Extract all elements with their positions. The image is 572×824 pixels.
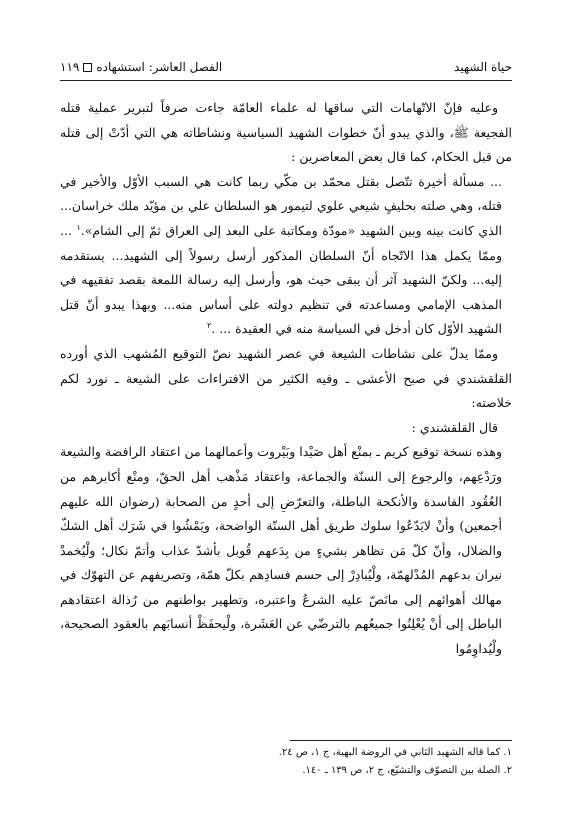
footnote-ref-1: ١ xyxy=(76,222,81,232)
footnote-divider xyxy=(290,740,512,741)
footnote-2: ٢. الصلة بين التصوّف والتشيّع، ج ٢، ص ١٣٩ ـ ١٤٠. xyxy=(302,765,512,776)
quote-part-1: ... مسألة أخيرة تتّصل بقتل محمّد بن مكّي ربما كانت هي السبب الأوّل والأخير في قتله، وهي صلته بحليفٍ شيعي علوي لتيمور هو السلطان علي بن مؤيّد ملك خراسان... الذي كانت بينه وبين الشهيد «مودّة ومكاتبة على البعد إلى العراق ثمّ إلى الشام». xyxy=(60,173,502,238)
page-number: ١١٩ xyxy=(60,60,80,74)
chapter-label: الفصل العاشر: استشهاده xyxy=(96,60,223,74)
square-ornament-icon xyxy=(83,63,92,72)
paragraph-activities: وممّا يدلّ على نشاطات الشيعة في عصر الشهيد نصّ التوقيع المُشهب الذي أورده القلقشندي في صبح الأعشى ـ وفيه الكثير من الافتراءات على الشيعة ـ نورد لكم خلاصته: xyxy=(60,345,512,411)
paragraph-intro: وعليه فإنّ الاتّهامات التي ساقها له علماء العامّة جاءت صرفاً لتبرير عملية قتله الفجيعة ﷺ، والذي يبدو أنّ خطوات الشهيد السياسية ونشاطاته هي التي أدّتْ إلى قتله من قبل الحكام، كما قال بعض المعاصرين : xyxy=(60,100,512,165)
qalqashandi-label: قال القلقشندي : xyxy=(411,419,498,435)
footnotes xyxy=(60,744,512,780)
footnote-ref-2: ٢ xyxy=(206,321,212,331)
quote-contemporary xyxy=(60,170,512,342)
main-text xyxy=(60,96,512,662)
quote-part-2: ... وممّا يكمل هذا الاتّجاه أنّ السلطان المذكور أرسل رسولاً إلى الشهيد... يستقدمه إليه... ولكنّ الشهيد آثر أن يبقى حيث هو، وأرسل إليه رسالة اللمعة بقصد تفقيهه في المذهب الإمامي ومساعدته في تنظيم دولته على أساس منه... وبهذا يبدو أنّ قتل الشهيد الأوّل كان أدخل في السياسة منه في العقيدة ... . xyxy=(60,222,502,337)
running-header xyxy=(60,58,512,81)
book-title: حياة الشهيد xyxy=(454,60,512,74)
chapter-title xyxy=(60,60,222,74)
footnote-1: ١. كما قاله الشهيد الثاني في الروضة البهية، ج ١، ص ٢٤. xyxy=(278,747,512,758)
quote-qalqashandi: وهذه نسخة توقيع كريم ـ بمنْع أهل صَيْدا وبَيْروت وأعمالهما من اعتقاد الرافضة والشيعة ورَدْعِهم، والرجوع إلى السنّة والجماعة، واعتقاد مَذْهب أهل الحقّ، ومنْع أكابرهم من العُقُود الفاسدة والأنكحة الباطلة، والتعرّضِ إلى أحدٍ من الصحابة (رضوان الله عليهم أجمعين) وأنْ لايَدّعُوا سلوك طريق أهل السنّة الواضحة، ويَمْشُوا في شَرَك أهل الشكّ والضلال، وأنّ كلّ مَن تظاهر بشيءٍ من بِدَعهم قُوبل بأشدّ عذاب وأتمّ نكال؛ ولْيُخمدْ نيران بدعهم المُدْلهمّة، ولْيُبادِرْ إلى حسم فسادِهم بكلّ همّة، وتصريفهم عن التهوّك في مهالك أهوائهم إلى مانَصّ عليه الشرعُ واعتبره، وتطهير بواطنهم من رُذالة اعتقادهم الباطل إلى أنْ يُعْلِنُوا جميعُهم بالترضّي عن العَشَرة، ولْيحفَظْ أنسابَهم بالعقود الصحيحة، ولْيُداوِمُوا xyxy=(60,444,502,657)
